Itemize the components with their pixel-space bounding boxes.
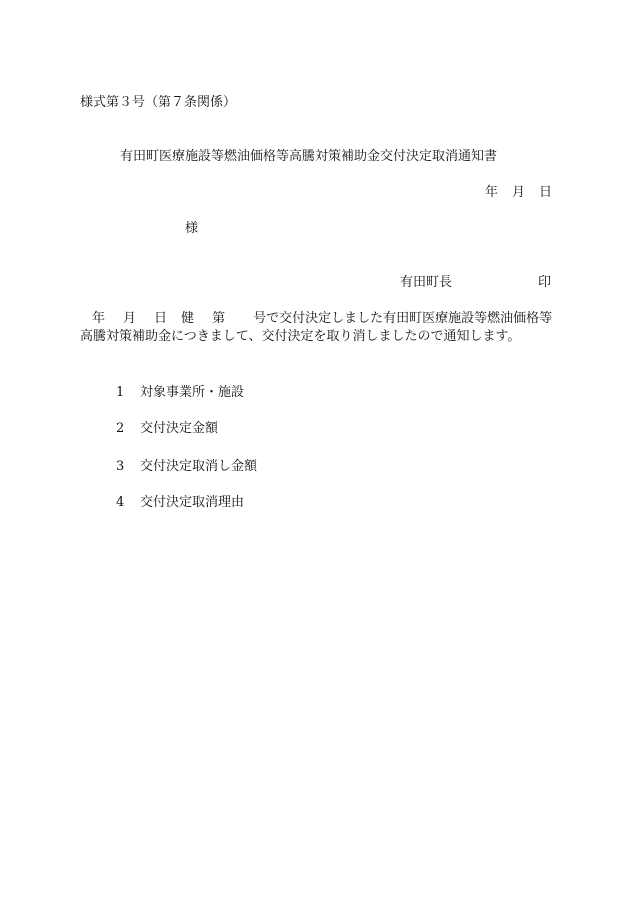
body-dai: 第	[212, 311, 226, 326]
list-item	[116, 460, 257, 473]
date-line	[485, 186, 552, 199]
item-label: 交付決定取消理由	[140, 495, 245, 510]
body-line-2: 高騰対策補助金につきまして、交付決定を取り消しましたので通知します。	[80, 329, 521, 344]
sender-name: 有田町長	[400, 275, 453, 290]
date-day-label: 日	[539, 185, 553, 200]
form-number: 様式第３号（第７条関係）	[80, 95, 237, 110]
date-year-label: 年	[485, 185, 499, 200]
addressee-suffix: 様	[185, 221, 199, 236]
body-dept: 健	[181, 311, 195, 326]
body-day: 日	[154, 311, 168, 326]
date-month-label: 月	[512, 185, 526, 200]
item-number: 3	[116, 459, 125, 474]
document-title: 有田町医療施設等燃油価格等高騰対策補助金交付決定取消通知書	[120, 149, 498, 164]
item-number: 2	[116, 421, 125, 436]
item-label: 対象事業所・施設	[140, 385, 245, 400]
seal-mark: 印	[538, 275, 552, 290]
list-item	[116, 386, 244, 399]
body-month: 月	[123, 311, 137, 326]
item-number: 1	[116, 385, 125, 400]
body-year: 年	[92, 311, 106, 326]
list-item	[116, 422, 218, 435]
body-go-text: 号で交付決定しました有田町医療施設等燃油価格等	[253, 311, 553, 326]
item-label: 交付決定金額	[140, 421, 219, 436]
body-line-1	[92, 312, 552, 325]
item-number: 4	[116, 495, 125, 510]
list-item	[116, 496, 244, 509]
item-label: 交付決定取消し金額	[140, 459, 258, 474]
